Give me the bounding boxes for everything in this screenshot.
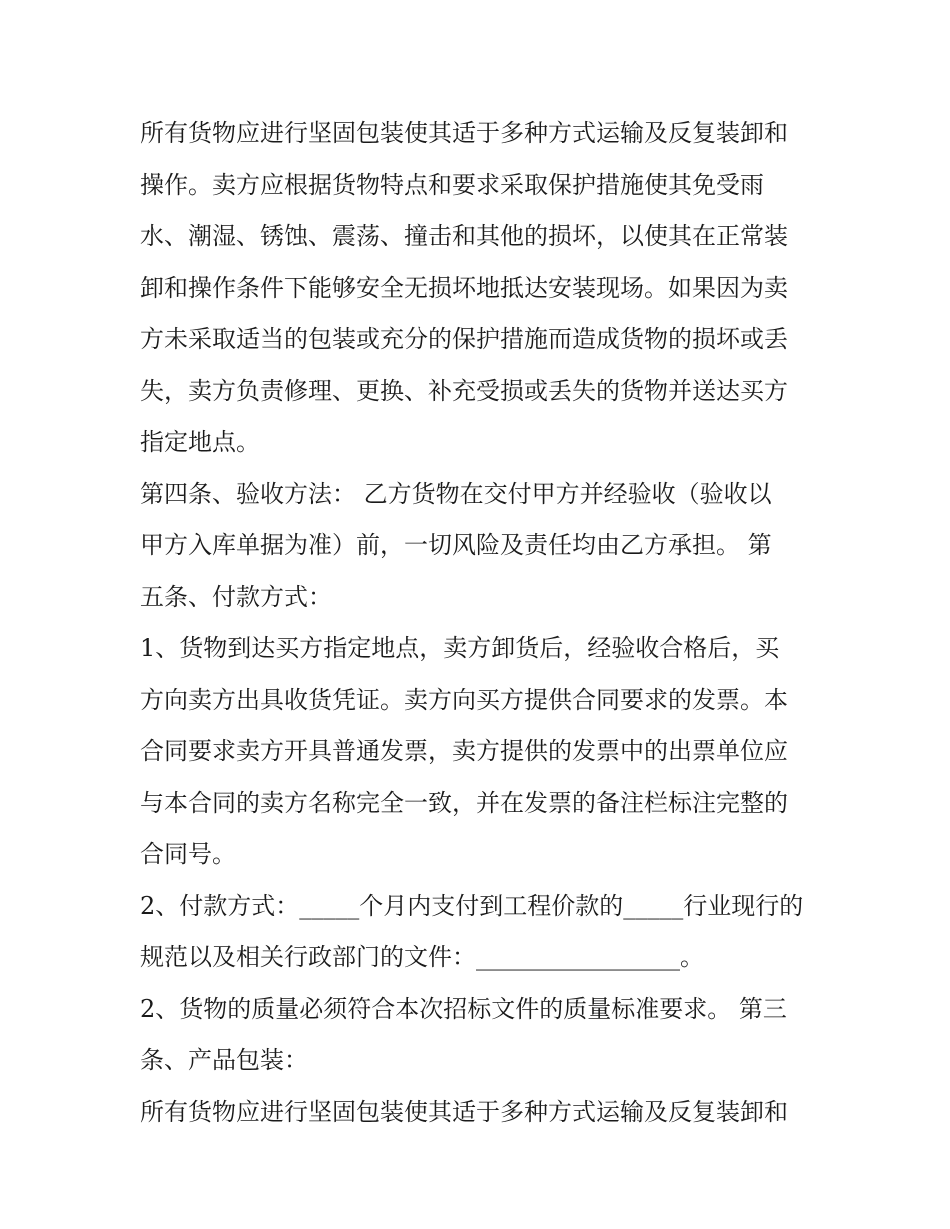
text-line-16: 2、付款方式：_____个月内支付到工程价款的_____行业现行的 xyxy=(140,891,804,920)
text-line-12: 方向卖方出具收货凭证。卖方向买方提供合同要求的发票。本 xyxy=(140,685,788,714)
text-line-6: 失，卖方负责修理、更换、补充受损或丢失的货物并送达买方 xyxy=(140,376,788,405)
text-line-4: 卸和操作条件下能够安全无损坏地抵达安装现场。如果因为卖 xyxy=(140,273,788,302)
text-line-8: 第四条、验收方法： 乙方货物在交付甲方并经验收（验收以 xyxy=(140,479,772,508)
text-line-1: 所有货物应进行坚固包装使其适于多种方式运输及反复装卸和 xyxy=(140,119,788,147)
text-line-7: 指定地点。 xyxy=(140,428,260,456)
text-line-14: 与本合同的卖方名称完全一致，并在发票的备注栏标注完整的 xyxy=(140,788,788,817)
text-line-15: 合同号。 xyxy=(140,840,236,868)
text-line-19: 条、产品包装： xyxy=(140,1046,308,1074)
text-line-20: 所有货物应进行坚固包装使其适于多种方式运输及反复装卸和 xyxy=(140,1097,788,1126)
text-line-5: 方未采取适当的包装或充分的保护措施而造成货物的损坏或丢 xyxy=(140,325,788,353)
text-line-11: 1、货物到达买方指定地点，卖方卸货后，经验收合格后，买 xyxy=(140,634,780,662)
text-line-2: 操作。卖方应根据货物特点和要求采取保护措施使其免受雨 xyxy=(140,170,764,199)
document-body xyxy=(140,108,830,1138)
text-line-10: 五条、付款方式： xyxy=(140,582,332,611)
text-line-13: 合同要求卖方开具普通发票，卖方提供的发票中的出票单位应 xyxy=(140,737,788,765)
text-line-17: 规范以及相关行政部门的文件：_________________。 xyxy=(140,943,704,971)
text-line-9: 甲方入库单据为准）前，一切风险及责任均由乙方承担。 第 xyxy=(140,531,772,559)
text-line-3: 水、潮湿、锈蚀、震荡、撞击和其他的损坏，以使其在正常装 xyxy=(140,222,788,250)
text-line-18: 2、货物的质量必须符合本次招标文件的质量标准要求。 第三 xyxy=(140,994,787,1023)
